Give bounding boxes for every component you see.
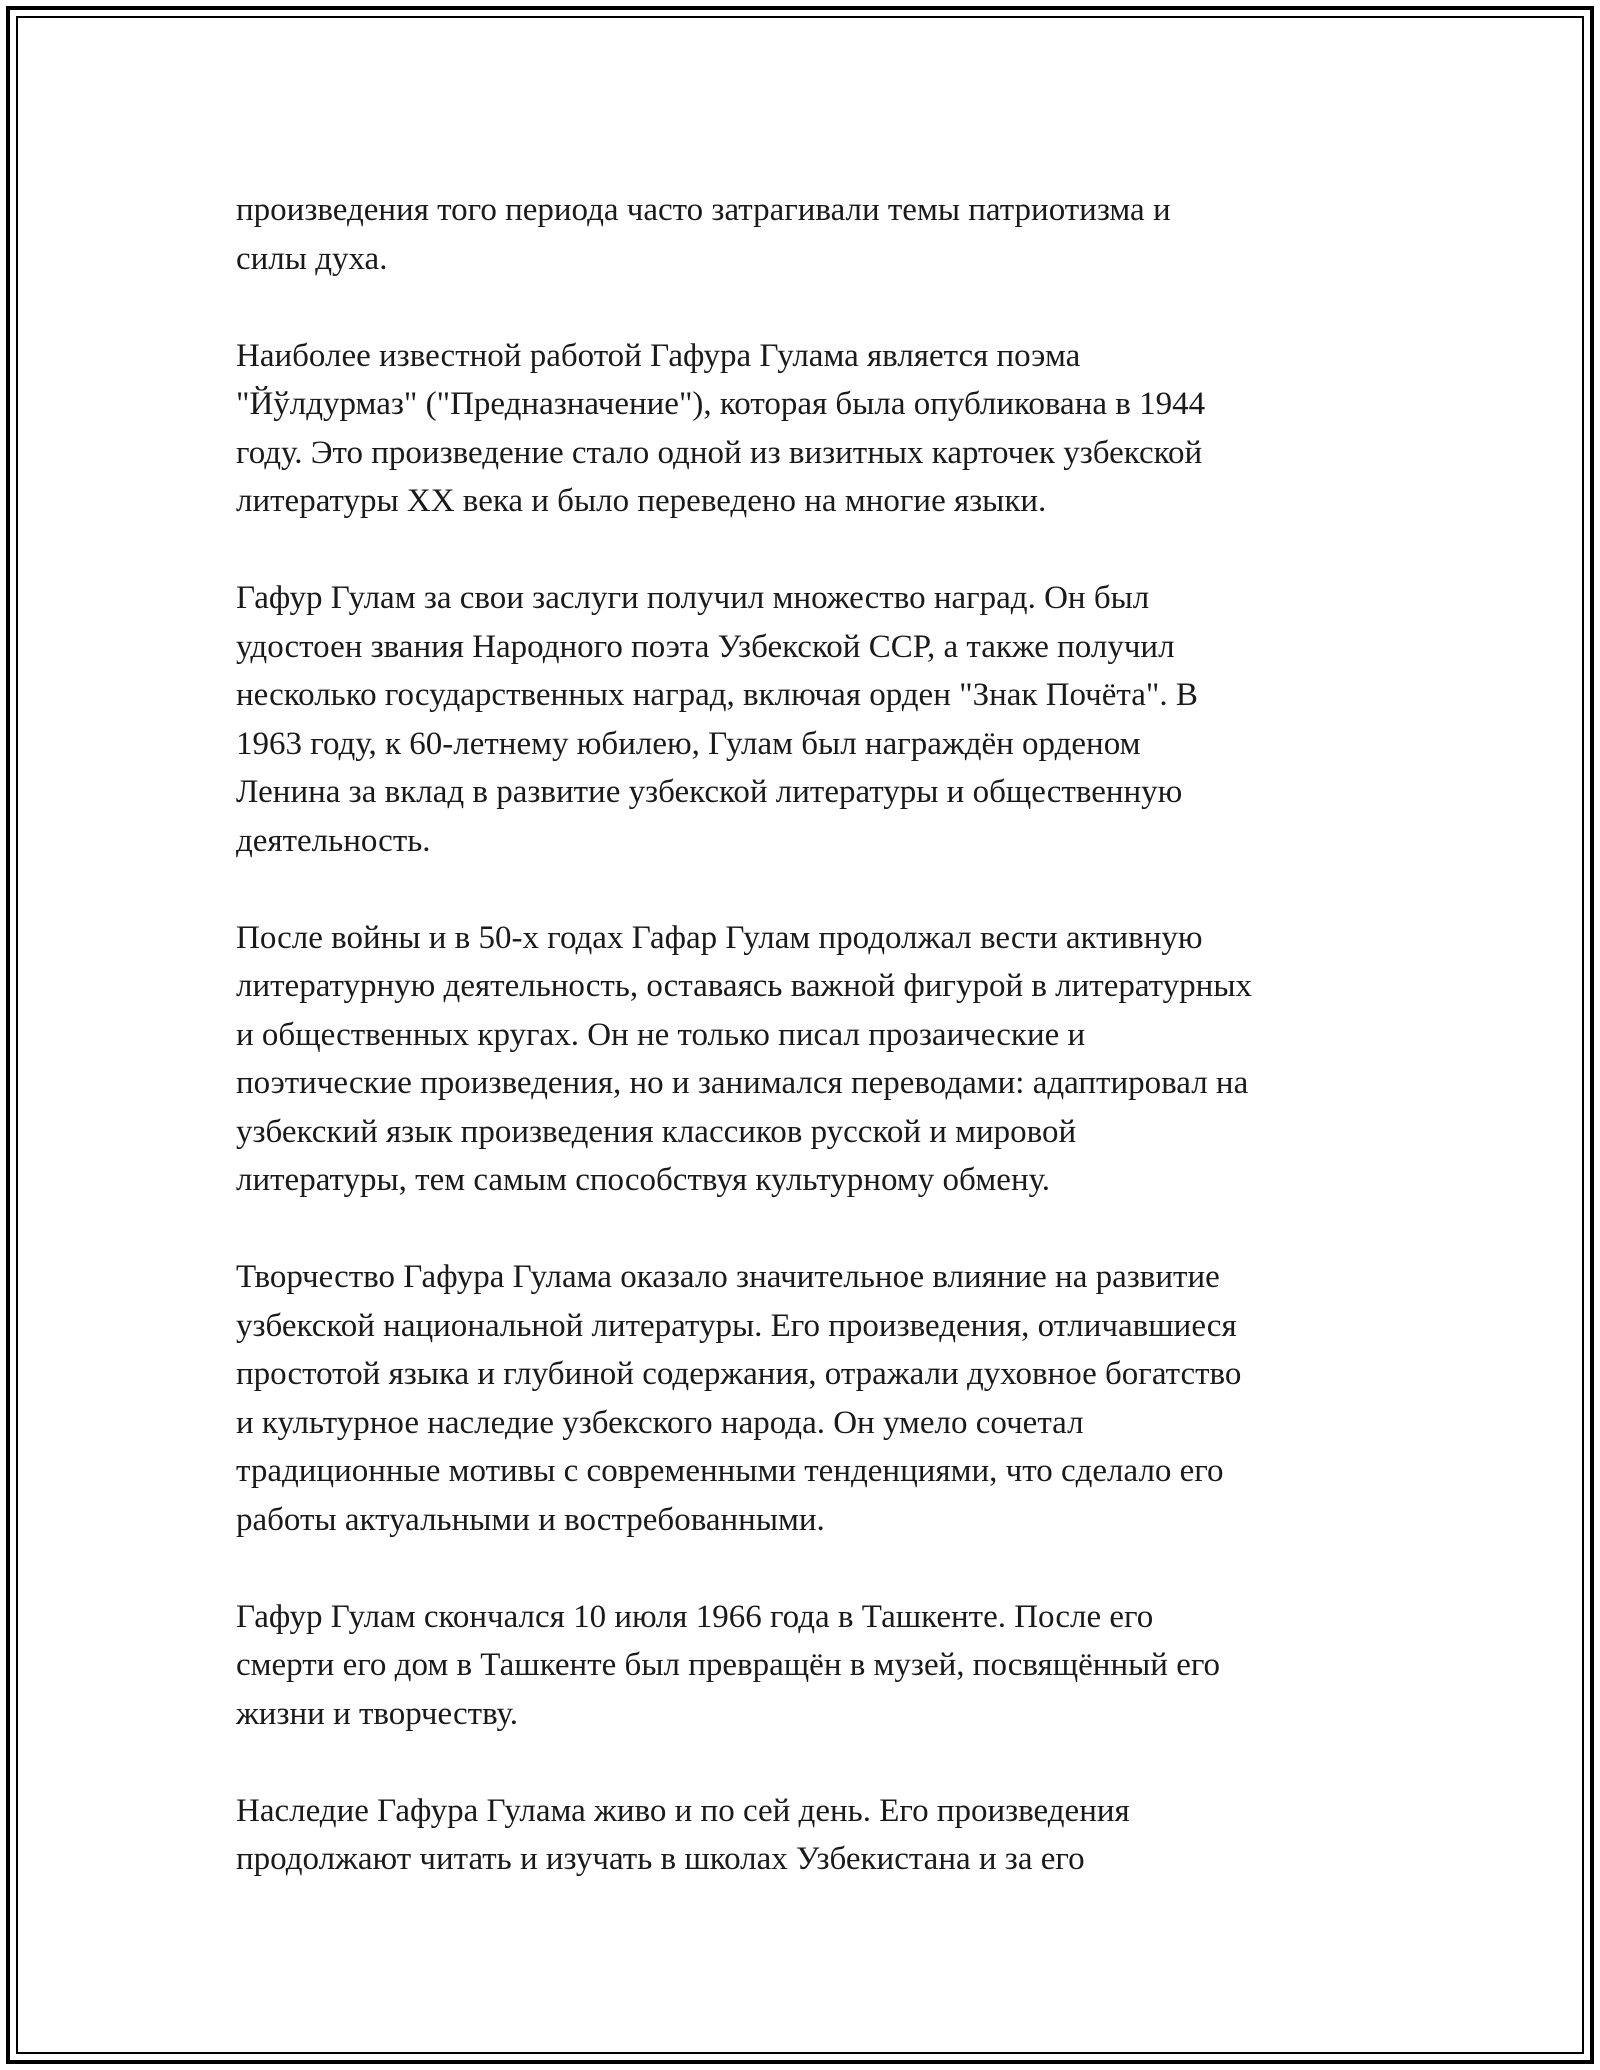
- paragraph-continuation: произведения того периода часто затрагивали темы патриотизма и силы духа.: [236, 192, 1171, 277]
- paragraph-influence: Творчество Гафура Гулама оказало значительное влияние на развитие узбекской национальной литературы. Его произведения, отличавшиеся простотой языка и глубиной содержания, отражали духовное богатство и культурное наследие узбекского народа. Он умело сочетал традиционные мотивы с современными тенденциями, что сделало его работы актуальными и востребованными.: [236, 1259, 1242, 1538]
- paragraph-awards: Гафур Гулам за свои заслуги получил множество наград. Он был удостоен звания Народного поэта Узбекской ССР, а также получил несколько государственных наград, включая орден "Знак Почёта". В 1963 году, к 60-летнему юбилею, Гулам был награждён орденом Ленина за вклад в развитие узбекской литературы и общественную деятельность.: [236, 580, 1198, 859]
- paragraph-legacy: Наследие Гафура Гулама живо и по сей день. Его произведения продолжают читать и изучать в школах Узбекистана и за его: [236, 1792, 1130, 1877]
- document-body: [236, 186, 1376, 1884]
- paragraph-famous-work: Наиболее известной работой Гафура Гулама является поэма "Йўлдурмаз" ("Предназначение"), которая была опубликована в 1944 году. Это произведение стало одной из визитных карточек узбекской литературы XX века и было переведено на многие языки.: [236, 337, 1206, 519]
- paragraph-death: Гафур Гулам скончался 10 июля 1966 года в Ташкенте. После его смерти его дом в Ташкенте был превращён в музей, посвящённый его жизни и творчеству.: [236, 1598, 1221, 1732]
- paragraph-postwar: После войны и в 50-х годах Гафар Гулам продолжал вести активную литературную деятельность, оставаясь важной фигурой в литературных и общественных кругах. Он не только писал прозаические и поэтические произведения, но и занимался переводами: адаптировал на узбекский язык произведения классиков русской и мировой литературы, тем самым способствуя культурному обмену.: [236, 919, 1252, 1198]
